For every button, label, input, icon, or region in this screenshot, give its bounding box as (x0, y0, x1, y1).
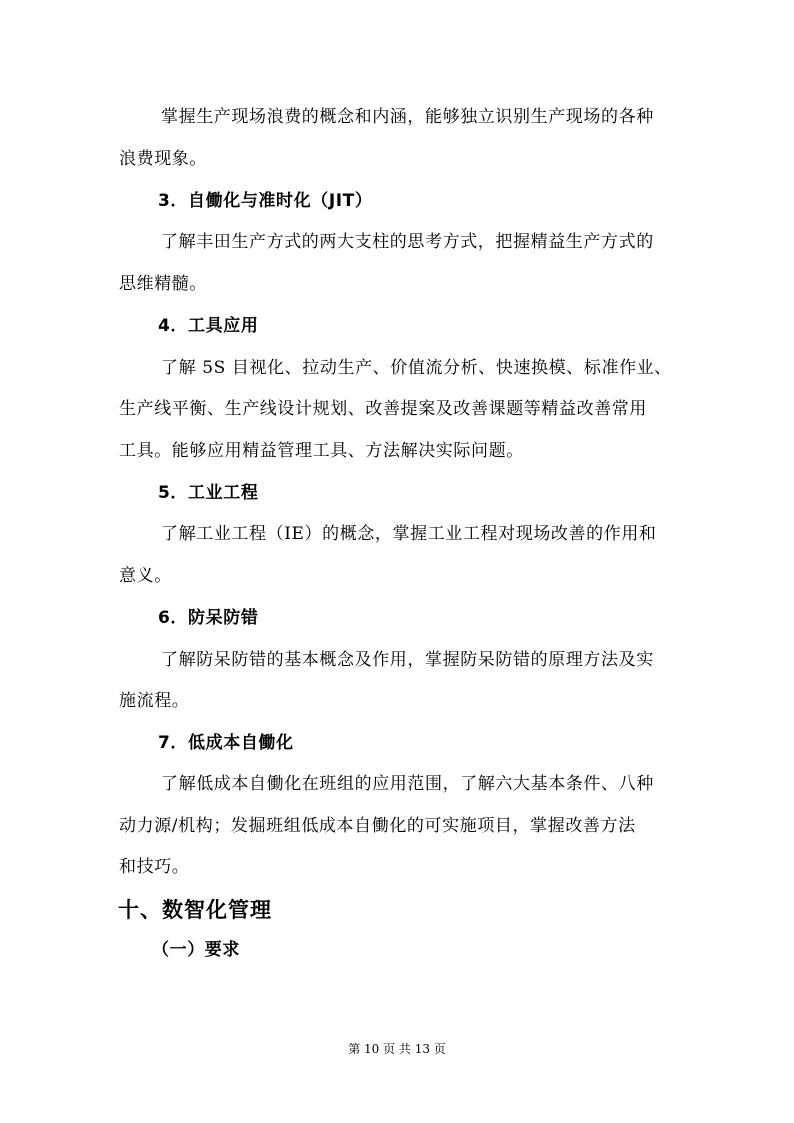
heading-poka-yoke: 6．防呆防错 (158, 608, 259, 628)
section-subtitle: （一）要求 (152, 940, 240, 960)
paragraph-line: 意义。 (119, 566, 172, 586)
paragraph-line: 浪费现象。 (119, 149, 207, 169)
paragraph-line: 工具。能够应用精益管理工具、方法解决实际问题。 (119, 441, 524, 461)
heading-jidoka-jit: 3．自働化与准时化（JIT） (158, 191, 373, 211)
paragraph-line: 施流程。 (119, 691, 190, 711)
paragraph-line: 和技巧。 (119, 857, 190, 877)
section-title: 十、数智化管理 (118, 898, 272, 922)
page-number-footer: 第 10 页 共 13 页 (348, 1042, 446, 1056)
paragraph-line: 生产线平衡、生产线设计规划、改善提案及改善课题等精益改善常用 (119, 399, 647, 419)
paragraph-line: 动力源/机构；发掘班组低成本自働化的可实施项目，掌握改善方法 (119, 816, 636, 836)
heading-industrial-engineering: 5．工业工程 (158, 483, 259, 503)
paragraph-line: 了解 5S 目视化、拉动生产、价值流分析、快速换模、标准作业、 (161, 358, 672, 378)
heading-tool-application: 4．工具应用 (158, 316, 259, 336)
heading-low-cost-automation: 7．低成本自働化 (158, 733, 294, 753)
paragraph-line: 了解工业工程（IE）的概念，掌握工业工程对现场改善的作用和 (161, 524, 657, 544)
paragraph-line: 掌握生产现场浪费的概念和内涵，能够独立识别生产现场的各种 (161, 107, 654, 127)
paragraph-line: 了解丰田生产方式的两大支柱的思考方式，把握精益生产方式的 (161, 232, 654, 252)
paragraph-line: 思维精髓。 (119, 274, 207, 294)
paragraph-line: 了解防呆防错的基本概念及作用，掌握防呆防错的原理方法及实 (161, 650, 654, 670)
paragraph-line: 了解低成本自働化在班组的应用范围，了解六大基本条件、八种 (161, 774, 654, 794)
